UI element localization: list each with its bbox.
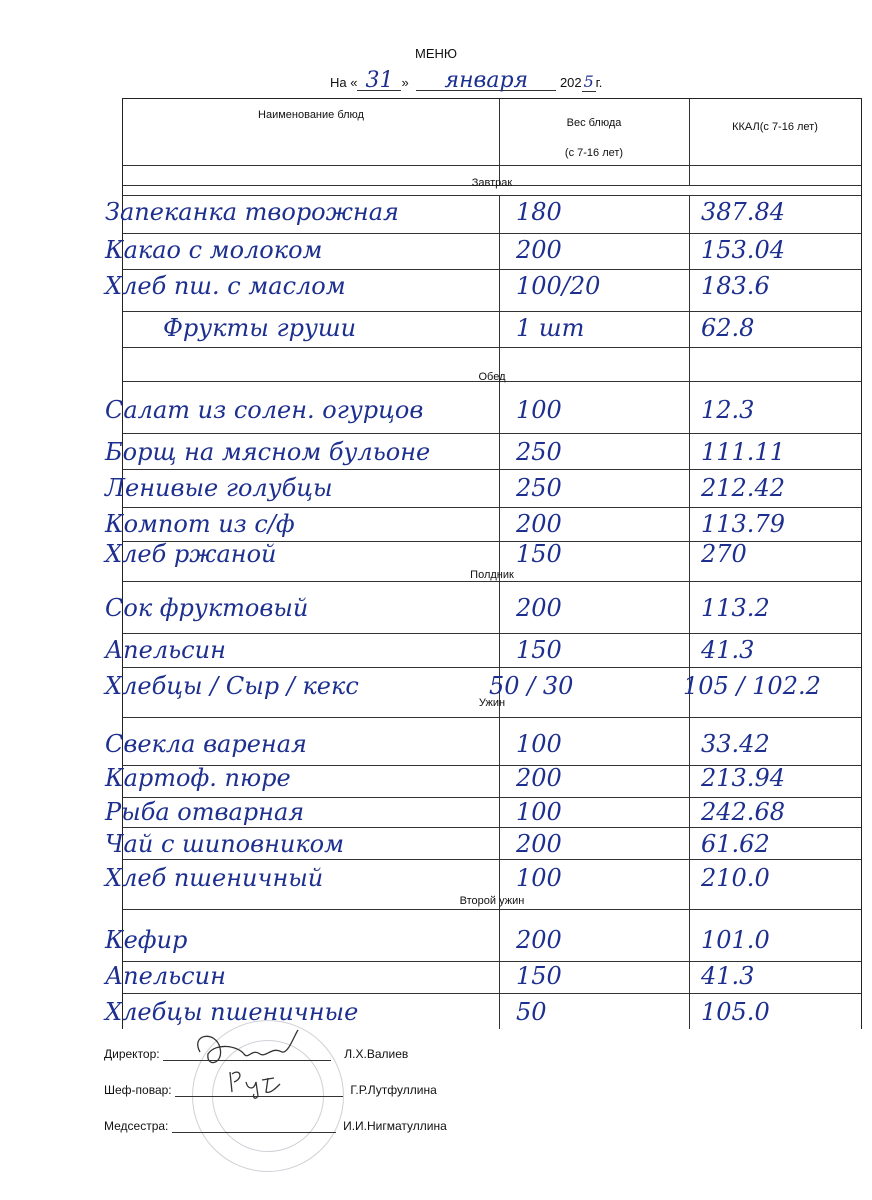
signature-person: Г.Р.Лутфуллина [350, 1083, 437, 1097]
row-divider [123, 507, 861, 508]
dish-weight: 100 [516, 396, 562, 424]
table-row [105, 829, 861, 859]
section-title: Обед [478, 371, 506, 383]
column-header-weight-line2: (с 7-16 лет) [564, 147, 624, 159]
dish-kcal: 212.42 [701, 474, 785, 502]
date-prefix: На « [330, 75, 358, 90]
column-divider [689, 99, 690, 185]
dish-kcal: 210.0 [701, 864, 770, 892]
dish-kcal: 242.68 [701, 798, 785, 826]
signature-person: И.И.Нигматуллина [343, 1119, 447, 1133]
dish-name: Сок фруктовый [105, 594, 309, 622]
dish-kcal: 153.04 [701, 236, 785, 264]
dish-name: Кефир [105, 926, 188, 954]
row-divider [123, 381, 861, 382]
dish-name: Какао с молоком [105, 236, 323, 264]
header-divider [123, 165, 861, 166]
date-month: января [416, 72, 556, 91]
table-row [105, 797, 861, 827]
row-divider [123, 195, 861, 196]
dish-weight: 250 [516, 474, 562, 502]
table-row [105, 271, 861, 301]
dish-weight: 50 / 30 [489, 672, 574, 700]
dish-name: Хлебцы / Сыр / кекс [105, 672, 359, 700]
signature-role: Шеф-повар: [104, 1083, 172, 1097]
dish-weight: 150 [516, 540, 562, 568]
column-divider [499, 99, 500, 185]
dish-kcal: 101.0 [701, 926, 770, 954]
dish-weight: 250 [516, 438, 562, 466]
dish-weight: 180 [516, 198, 562, 226]
dish-name: Хлеб ржаной [105, 540, 277, 568]
dish-weight: 100 [516, 864, 562, 892]
table-row [105, 509, 861, 539]
row-divider [123, 827, 861, 828]
dish-kcal: 270 [701, 540, 747, 568]
date-end: г. [595, 75, 603, 90]
table-row [105, 961, 861, 991]
dish-kcal: 33.42 [701, 730, 770, 758]
dish-kcal: 111.11 [701, 438, 785, 466]
row-divider [123, 347, 861, 348]
signature-nurse [104, 1118, 447, 1133]
dish-kcal: 387.84 [701, 198, 785, 226]
row-divider [123, 859, 861, 860]
dish-weight: 200 [516, 764, 562, 792]
table-row [105, 925, 861, 955]
dish-kcal: 113.79 [701, 510, 785, 538]
dish-kcal: 62.8 [701, 314, 755, 342]
dish-weight: 100 [516, 730, 562, 758]
row-divider [123, 993, 861, 994]
row-divider [123, 469, 861, 470]
dish-name: Свекла вареная [105, 730, 307, 758]
table-row [123, 313, 861, 343]
dish-kcal: 12.3 [701, 396, 755, 424]
dish-name: Фрукты груши [163, 314, 357, 342]
table-row [105, 593, 861, 623]
dish-name: Хлебцы пшеничные [105, 998, 359, 1026]
section-title: Ужин [478, 697, 506, 709]
table-row [105, 539, 861, 569]
dish-weight: 150 [516, 636, 562, 664]
row-divider [123, 269, 861, 270]
dish-weight: 200 [516, 236, 562, 264]
dish-weight: 50 [516, 998, 547, 1026]
dish-kcal: 105 / 102.2 [683, 672, 821, 700]
row-divider [123, 909, 861, 910]
dish-weight: 100/20 [516, 272, 601, 300]
row-divider [123, 233, 861, 234]
menu-table [105, 98, 862, 1029]
date-mid: » [401, 75, 409, 90]
table-row [105, 635, 861, 665]
dish-kcal: 183.6 [701, 272, 770, 300]
row-divider [123, 667, 861, 668]
date-year-suffix: 5 [583, 72, 594, 91]
date-year-prefix: 202 [559, 75, 582, 90]
signature-person: Л.Х.Валиев [344, 1047, 409, 1061]
dish-weight: 200 [516, 830, 562, 858]
row-divider [123, 433, 861, 434]
dish-name: Чай с шиповником [105, 830, 345, 858]
dish-name: Ленивые голубцы [105, 474, 333, 502]
table-row [105, 235, 861, 265]
signature-line [172, 1118, 336, 1133]
row-divider [123, 311, 861, 312]
dish-weight: 200 [516, 926, 562, 954]
dish-name: Борщ на мясном бульоне [105, 438, 431, 466]
table-row [105, 729, 861, 759]
dish-name: Хлеб пш. с маслом [105, 272, 346, 300]
dish-kcal: 213.94 [701, 764, 785, 792]
section-title: Завтрак [471, 177, 513, 189]
table-row [105, 763, 861, 793]
row-divider [123, 633, 861, 634]
dish-kcal: 41.3 [701, 962, 755, 990]
dish-kcal: 41.3 [701, 636, 755, 664]
dish-kcal: 61.62 [701, 830, 770, 858]
dish-weight: 100 [516, 798, 562, 826]
table-row [105, 437, 861, 467]
table-row [105, 395, 861, 425]
date-day: 31 [357, 72, 401, 91]
dish-name: Рыба отварная [105, 798, 305, 826]
column-header-weight-line1: Вес блюда [566, 117, 622, 129]
section-title: Полдник [470, 569, 514, 581]
dish-name: Хлеб пшеничный [105, 864, 324, 892]
menu-date [330, 68, 603, 93]
column-header-name: Наименование блюд [258, 109, 364, 121]
dish-name: Запеканка творожная [105, 198, 399, 226]
row-divider [123, 581, 861, 582]
section-title: Второй ужин [459, 895, 525, 907]
dish-name: Салат из солен. огурцов [105, 396, 424, 424]
table-row [105, 197, 861, 227]
dish-name: Картоф. пюре [105, 764, 291, 792]
dish-weight: 200 [516, 510, 562, 538]
dish-kcal: 113.2 [701, 594, 770, 622]
table-row [105, 473, 861, 503]
signature-role: Медсестра: [104, 1119, 169, 1133]
table-row [105, 863, 861, 893]
dish-name: Апельсин [105, 962, 226, 990]
row-divider [123, 717, 861, 718]
dish-weight: 200 [516, 594, 562, 622]
signature-role: Директор: [104, 1047, 160, 1061]
table-row [105, 997, 861, 1027]
chef-signature-scribble [226, 1064, 286, 1100]
dish-name: Апельсин [105, 636, 226, 664]
dish-kcal: 105.0 [701, 998, 770, 1026]
column-header-kcal: ККАЛ(с 7-16 лет) [732, 121, 818, 133]
dish-name: Компот из с/ф [105, 510, 295, 538]
dish-weight: 150 [516, 962, 562, 990]
menu-title: МЕНЮ [414, 46, 458, 61]
dish-weight: 1 шт [516, 314, 585, 342]
